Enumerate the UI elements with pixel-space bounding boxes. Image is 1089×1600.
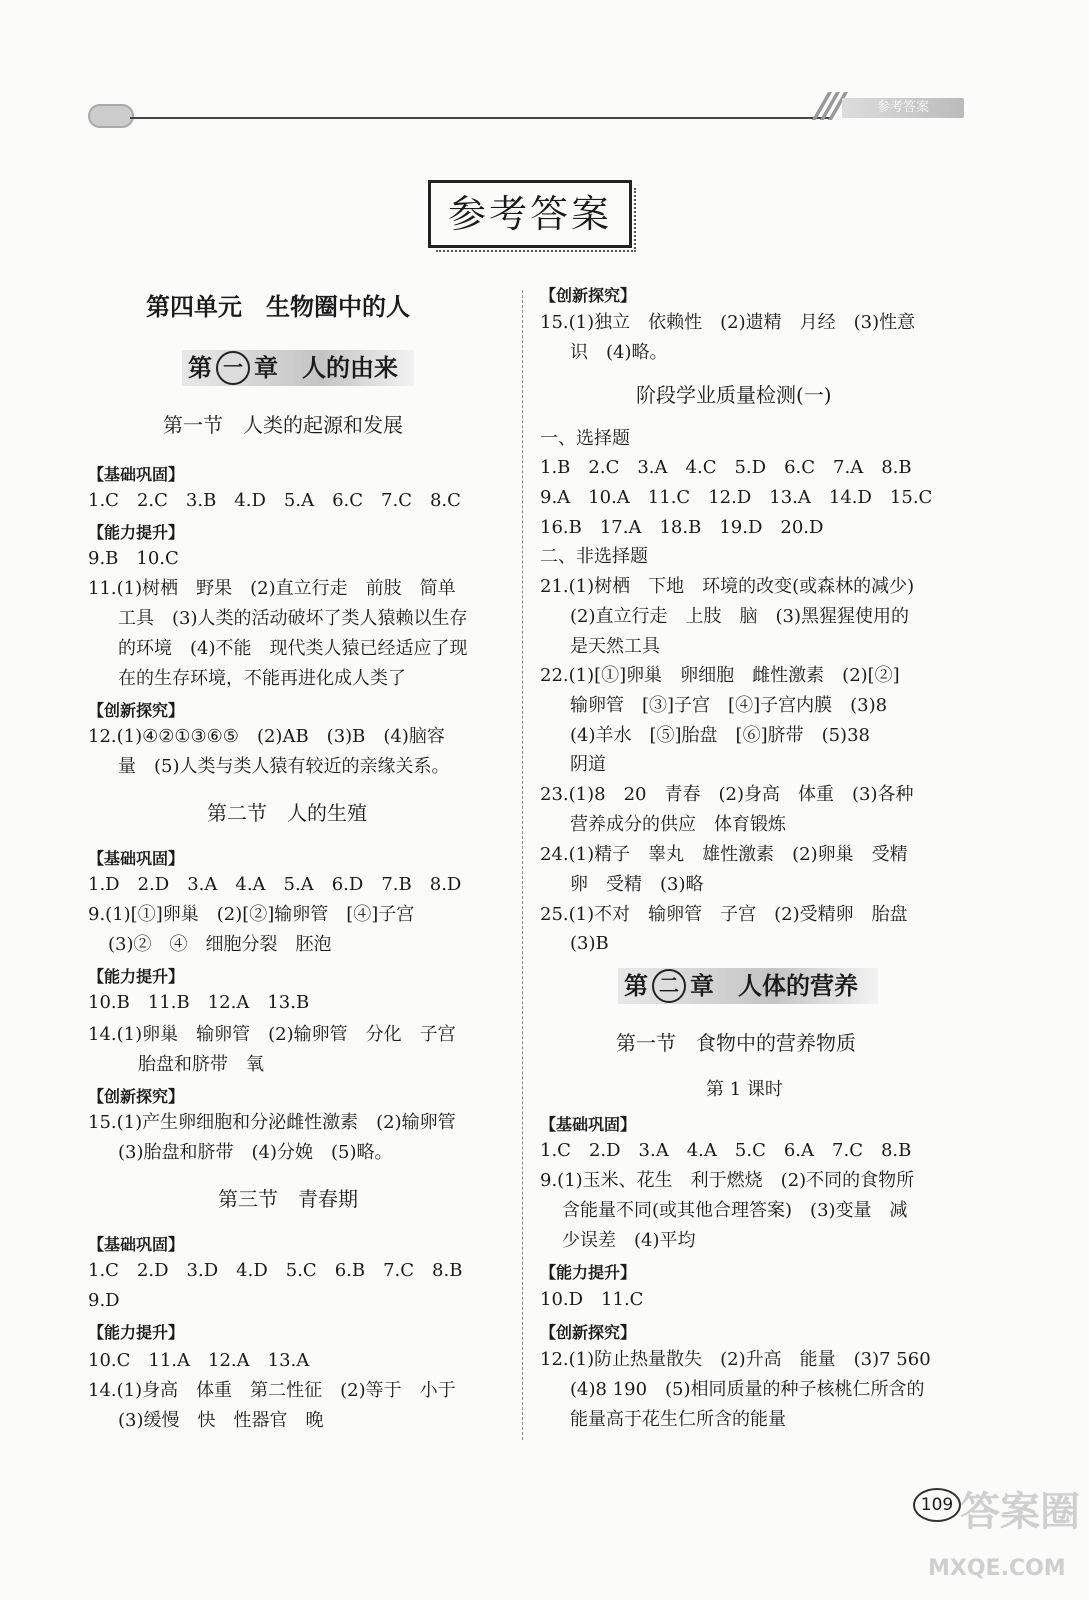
chapter-title: 章 人的由来	[254, 354, 398, 382]
answer-line: 是天然工具	[570, 636, 660, 657]
page-number: 109	[913, 1488, 961, 1522]
answer-line: 1.C 2.D 3.D 4.D 5.C 6.B 7.C 8.B	[88, 1260, 463, 1281]
chapter-title: 章 人体的营养	[690, 972, 858, 1000]
answer-line: 12.(1)④②①③⑥⑤ (2)AB (3)B (4)脑容	[88, 726, 445, 747]
chapter-number: 二	[652, 969, 686, 1003]
answer-line: 的环境 (4)不能 现代类人猿已经适应了现	[118, 638, 468, 659]
answer-line: 14.(1)卵巢 输卵管 (2)输卵管 分化 子宫	[88, 1024, 456, 1045]
answer-line: 23.(1)8 20 青春 (2)身高 体重 (3)各种	[540, 784, 914, 805]
answer-line: 卵 受精 (3)略	[570, 874, 704, 895]
answer-line: (3)缓慢 快 性器官 晚	[118, 1410, 324, 1431]
header-rule	[130, 117, 830, 119]
chapter-prefix: 第	[188, 354, 212, 382]
page-title: 参考答案	[428, 180, 632, 248]
answer-line: 识 (4)略。	[570, 342, 668, 363]
subsection-heading: 【基础巩固】	[88, 1235, 185, 1254]
exam-title: 阶段学业质量检测(一)	[636, 383, 832, 407]
subsection-heading: 【创新探究】	[88, 1087, 185, 1106]
answer-line: (3)胎盘和脐带 (4)分娩 (5)略。	[118, 1142, 393, 1163]
answer-line: 营养成分的供应 体育锻炼	[570, 814, 786, 835]
subsection-heading: 【基础巩固】	[540, 1115, 637, 1134]
watermark-url: MXQE.COM	[928, 1556, 1066, 1581]
answer-line: 9.A 10.A 11.C 12.D 13.A 14.D 15.C	[540, 487, 933, 508]
subsection-heading: 【创新探究】	[88, 701, 185, 720]
answer-line: 9.(1)玉米、花生 利于燃烧 (2)不同的食物所	[540, 1170, 915, 1191]
subsection-heading: 【基础巩固】	[88, 849, 185, 868]
answer-line: 工具 (3)人类的活动破坏了类人猿赖以生存	[118, 608, 468, 629]
subsection-heading: 【能力提升】	[88, 523, 185, 542]
answer-line: 在的生存环境，不能再进化成人类了	[118, 668, 406, 689]
answer-line: 15.(1)独立 依赖性 (2)遗精 月经 (3)性意	[540, 312, 916, 333]
answer-line: 11.(1)树栖 野果 (2)直立行走 前肢 简单	[88, 578, 456, 599]
column-divider	[522, 290, 523, 1440]
part-heading: 二、非选择题	[540, 546, 648, 567]
answer-line: 12.(1)防止热量散失 (2)升高 能量 (3)7 560	[540, 1349, 931, 1370]
answer-line: (4)羊水 [⑤]胎盘 [⑥]脐带 (5)38	[570, 725, 870, 746]
subsection-heading: 【创新探究】	[540, 1323, 637, 1342]
answer-line: 24.(1)精子 睾丸 雄性激素 (2)卵巢 受精	[540, 844, 908, 865]
section-title: 第一节 人类的起源和发展	[163, 413, 403, 437]
answer-line: 25.(1)不对 输卵管 子宫 (2)受精卵 胎盘	[540, 904, 908, 925]
answer-line: 21.(1)树栖 下地 环境的改变(或森林的减少)	[540, 576, 915, 597]
watermark-logo: 答案圈	[960, 1489, 1080, 1535]
header-tag: 参考答案	[842, 98, 964, 118]
answer-line: (3)② ④ 细胞分裂 胚泡	[108, 934, 332, 955]
answer-line: 15.(1)产生卵细胞和分泌雌性激素 (2)输卵管	[88, 1112, 456, 1133]
answer-line: 16.B 17.A 18.B 19.D 20.D	[540, 517, 824, 538]
subsection-heading: 【能力提升】	[88, 967, 185, 986]
answer-line: 胎盘和脐带 氧	[138, 1054, 264, 1075]
answer-line: 少误差 (4)平均	[562, 1230, 696, 1251]
answer-line: 9.D	[88, 1290, 120, 1311]
answer-line: 10.D 11.C	[540, 1289, 644, 1310]
answer-line: 1.D 2.D 3.A 4.A 5.A 6.D 7.B 8.D	[88, 874, 462, 895]
answer-line: 9.(1)[①]卵巢 (2)[②]输卵管 [④]子宫	[88, 904, 415, 925]
answer-line: 9.B 10.C	[88, 548, 179, 569]
chapter-heading	[182, 350, 414, 386]
answer-line: 输卵管 [③]子宫 [④]子宫内膜 (3)8	[570, 695, 888, 716]
header-logo	[88, 104, 134, 128]
answer-line: 10.C 11.A 12.A 13.A	[88, 1350, 310, 1371]
answer-line: 能量高于花生仁所含的能量	[570, 1409, 786, 1430]
answer-line: 量 (5)人类与类人猿有较近的亲缘关系。	[118, 756, 450, 777]
section-title: 第二节 人的生殖	[207, 801, 367, 825]
answer-line: 10.B 11.B 12.A 13.B	[88, 992, 310, 1013]
answer-line: 含能量不同(或其他合理答案) (3)变量 减	[562, 1200, 908, 1221]
section-title: 第三节 青春期	[218, 1187, 358, 1211]
answer-line: 1.C 2.D 3.A 4.A 5.C 6.A 7.C 8.B	[540, 1140, 912, 1161]
answer-line: (2)直立行走 上肢 脑 (3)黑猩猩使用的	[570, 606, 909, 627]
chapter-prefix: 第	[624, 972, 648, 1000]
section-title: 第一节 食物中的营养物质	[616, 1031, 856, 1055]
answer-line: (4)8 190 (5)相同质量的种子核桃仁所含的	[570, 1379, 925, 1400]
part-heading: 一、选择题	[540, 428, 630, 449]
answer-line: 1.B 2.C 3.A 4.C 5.D 6.C 7.A 8.B	[540, 457, 912, 478]
lesson-label: 第 1 课时	[706, 1079, 783, 1100]
chapter-heading	[618, 968, 878, 1004]
answer-line: 14.(1)身高 体重 第二性征 (2)等于 小于	[88, 1380, 456, 1401]
answer-line: 22.(1)[①]卵巢 卵细胞 雌性激素 (2)[②]	[540, 665, 900, 686]
answer-line: (3)B	[570, 933, 609, 954]
unit-title: 第四单元 生物圈中的人	[146, 292, 410, 321]
chapter-number: 一	[216, 351, 250, 385]
subsection-heading: 【创新探究】	[540, 286, 637, 305]
answer-line: 阴道	[570, 754, 606, 775]
subsection-heading: 【能力提升】	[88, 1323, 185, 1342]
answer-line: 1.C 2.C 3.B 4.D 5.A 6.C 7.C 8.C	[88, 490, 461, 511]
subsection-heading: 【基础巩固】	[88, 465, 185, 484]
subsection-heading: 【能力提升】	[540, 1263, 637, 1282]
